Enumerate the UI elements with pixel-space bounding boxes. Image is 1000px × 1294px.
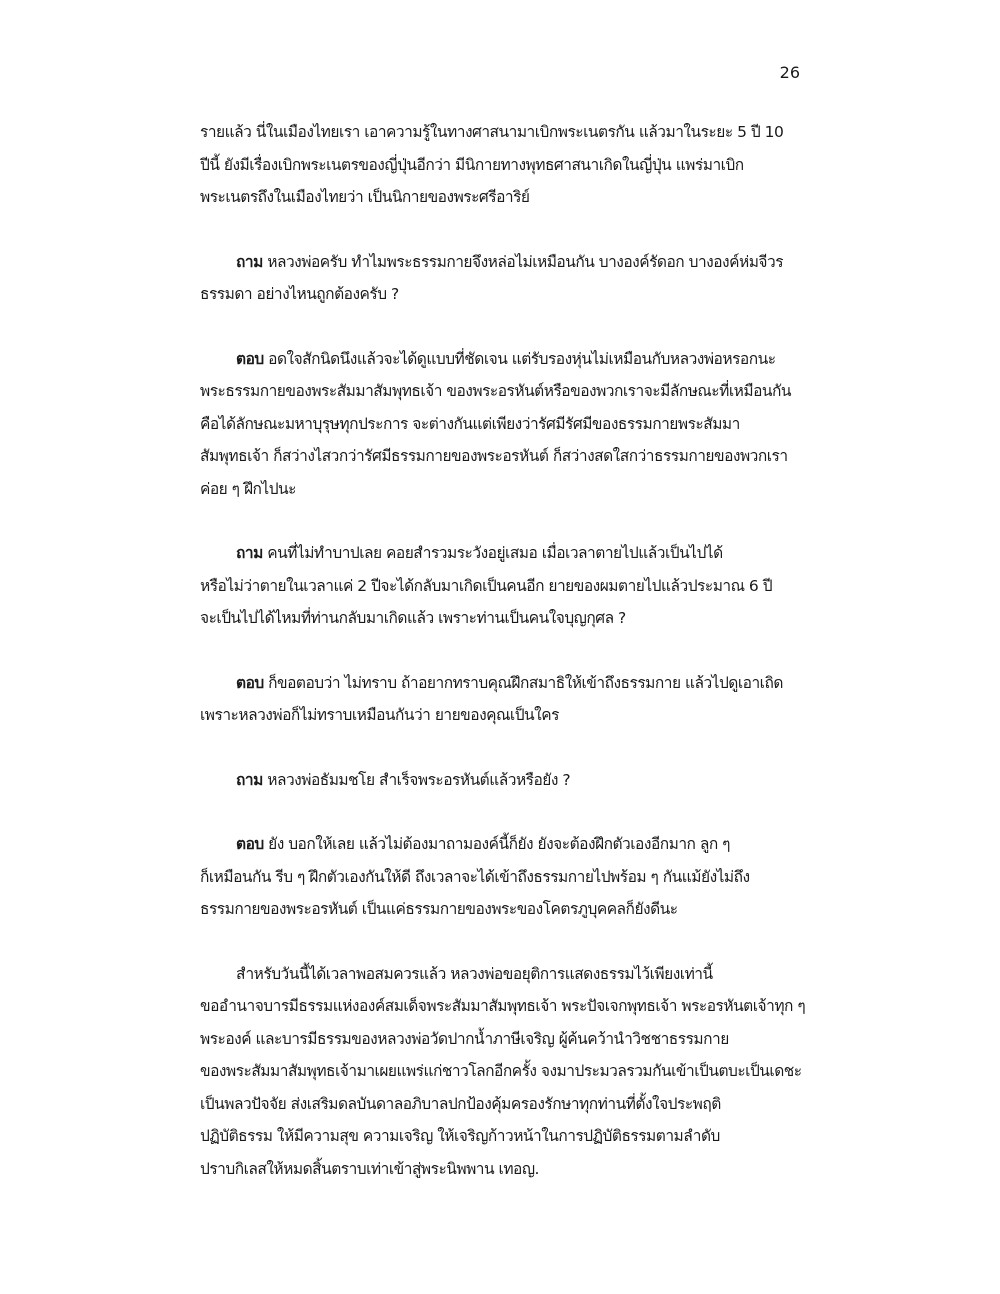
text-line: [200, 1088, 810, 1121]
line-text: ค่อย ๆ ฝึกไปนะ: [200, 479, 296, 498]
question-paragraph: [200, 246, 810, 311]
line-text: รายแล้ว นี่ในเมืองไทยเรา เอาความรู้ในทางศาสนามาเบิกพระเนตรกัน แล้วมาในระยะ 5 ปี 10: [200, 123, 784, 141]
answer-paragraph: [200, 828, 810, 926]
line-text: ปฏิบัติธรรม ให้มีความสุข ความเจริญ ให้เจริญก้าวหน้าในการปฏิบัติธรรมตามลำดับ: [200, 1127, 720, 1145]
question-label: ถาม: [236, 544, 263, 562]
answer-label: ตอบ: [236, 835, 264, 853]
answer-paragraph: [200, 343, 810, 506]
line-text: เป็นพลวปัจจัย ส่งเสริมดลบันดาลอภิบาลปกป้องคุ้มครองรักษาทุกท่านที่ตั้งใจประพฤติ: [200, 1094, 721, 1113]
line-text: หลวงพ่อธัมมชโย สำเร็จพระอรหันต์แล้วหรือยัง ?: [262, 770, 571, 789]
text-line: [200, 1055, 810, 1088]
line-text: หรือไม่ว่าตายในเวลาแค่ 2 ปีจะได้กลับมาเกิดเป็นคนอีก ยายของผมตายไปแล้วประมาณ 6 ปี: [200, 576, 773, 595]
body-paragraph: [200, 116, 810, 214]
text-line: [200, 278, 810, 311]
line-text: เพราะหลวงพ่อก็ไม่ทราบเหมือนกันว่า ยายของคุณเป็นใคร: [200, 706, 559, 724]
line-text: ปีนี้ ยังมีเรื่องเบิกพระเนตรของญี่ปุ่นอีกว่า มีนิกายทางพุทธศาสนาเกิดในญี่ปุ่น แพร่มาเบิก: [200, 155, 744, 174]
line-text: คนที่ไม่ทำบาปเลย คอยสำรวมระวังอยู่เสมอ เมื่อเวลาตายไปแล้วเป็นไปได้: [262, 544, 723, 562]
text-line: [200, 246, 810, 279]
line-text: พระองค์ และบารมีธรรมของหลวงพ่อวัดปากน้ำภาษีเจริญ ผู้ค้นคว้านำวิชชาธรรมกาย: [200, 1029, 729, 1048]
line-text: จะเป็นไปได้ไหมที่ท่านกลับมาเกิดแล้ว เพราะท่านเป็นคนใจบุญกุศล ?: [200, 609, 626, 627]
text-line: [200, 667, 810, 700]
text-line: [200, 1153, 810, 1186]
text-line: [200, 116, 810, 149]
text-line: [200, 958, 810, 991]
line-text: สำหรับวันนี้ได้เวลาพอสมควรแล้ว หลวงพ่อขอยุติการแสดงธรรมไว้เพียงเท่านี้: [236, 964, 713, 983]
text-line: [200, 181, 810, 214]
text-line: [200, 1120, 810, 1153]
paragraph-gap: [200, 732, 810, 764]
text-line: [200, 699, 810, 732]
text-line: [200, 602, 810, 635]
document-body: [200, 116, 810, 1185]
line-text: คือได้ลักษณะมหาบุรุษทุกประการ จะต่างกันแต่เพียงว่ารัศมีรัศมีของธรรมกายพระสัมมา: [200, 414, 740, 433]
line-text: ก็เหมือนกัน รีบ ๆ ฝึกตัวเองกันให้ดี ถึงเวลาจะได้เข้าถึงธรรมกายไปพร้อม ๆ กันแม้ยังไม่ถึง: [200, 867, 750, 886]
line-text: พระเนตรถึงในเมืองไทยว่า เป็นนิกายของพระศรีอาริย์: [200, 188, 530, 206]
text-line: [200, 828, 810, 861]
question-label: ถาม: [236, 252, 263, 271]
text-line: [200, 990, 810, 1023]
text-line: [200, 408, 810, 441]
question-paragraph: [200, 537, 810, 635]
line-text: ยัง บอกให้เลย แล้วไม่ต้องมาถามองค์นี้ก็ยัง ยังจะต้องฝึกตัวเองอีกมาก ลูก ๆ: [263, 835, 730, 853]
question-paragraph: [200, 764, 810, 797]
text-line: [200, 343, 810, 376]
text-line: [200, 440, 810, 473]
text-line: [200, 537, 810, 570]
line-text: ของพระสัมมาสัมพุทธเจ้ามาเผยแพร่แก่ชาวโลกอีกครั้ง จงมาประมวลรวมกันเข้าเป็นตบะเป็นเดชะ: [200, 1062, 802, 1080]
question-label: ถาม: [236, 770, 263, 789]
text-line: [200, 861, 810, 894]
line-text: อดใจสักนิดนึงแล้วจะได้ดูแบบที่ชัดเจน แต่รับรองหุ่นไม่เหมือนกับหลวงพ่อหรอกนะ: [263, 349, 776, 368]
text-line: [200, 375, 810, 408]
line-text: ขออำนาจบารมีธรรมแห่งองค์สมเด็จพระสัมมาสัมพุทธเจ้า พระปัจเจกพุทธเจ้า พระอรหันตเจ้าทุก ๆ: [200, 997, 806, 1015]
body-paragraph: [200, 958, 810, 1186]
text-line: [200, 893, 810, 926]
line-text: สัมพุทธเจ้า ก็สว่างไสวกว่ารัศมีธรรมกายของพระอรหันต์ ก็สว่างสดใสกว่าธรรมกายของพวกเรา: [200, 447, 788, 465]
text-line: [200, 149, 810, 182]
paragraph-gap: [200, 796, 810, 828]
paragraph-gap: [200, 926, 810, 958]
text-line: [200, 764, 810, 797]
answer-label: ตอบ: [236, 349, 264, 368]
line-text: ธรรมดา อย่างไหนถูกต้องครับ ?: [200, 285, 399, 303]
answer-label: ตอบ: [236, 673, 264, 692]
paragraph-gap: [200, 505, 810, 537]
text-line: [200, 570, 810, 603]
answer-paragraph: [200, 667, 810, 732]
paragraph-gap: [200, 214, 810, 246]
paragraph-gap: [200, 635, 810, 667]
line-text: ปราบกิเลสให้หมดสิ้นตราบเท่าเข้าสู่พระนิพพาน เทอญ.: [200, 1159, 539, 1178]
line-text: พระธรรมกายของพระสัมมาสัมพุทธเจ้า ของพระอรหันต์หรือของพวกเราจะมีลักษณะที่เหมือนกัน: [200, 382, 791, 400]
line-text: ก็ขอตอบว่า ไม่ทราบ ถ้าอยากทราบคุณฝึกสมาธิให้เข้าถึงธรรมกาย แล้วไปดูเอาเถิด: [263, 673, 783, 692]
page-number: 26: [779, 63, 800, 82]
line-text: ธรรมกายของพระอรหันต์ เป็นแค่ธรรมกายของพระของโคตรภูบุคคลก็ยังดีนะ: [200, 900, 678, 918]
line-text: หลวงพ่อครับ ทำไมพระธรรมกายจึงหล่อไม่เหมือนกัน บางองค์รัดอก บางองค์ห่มจีวร: [262, 252, 784, 271]
paragraph-gap: [200, 311, 810, 343]
text-line: [200, 473, 810, 506]
text-line: [200, 1023, 810, 1056]
